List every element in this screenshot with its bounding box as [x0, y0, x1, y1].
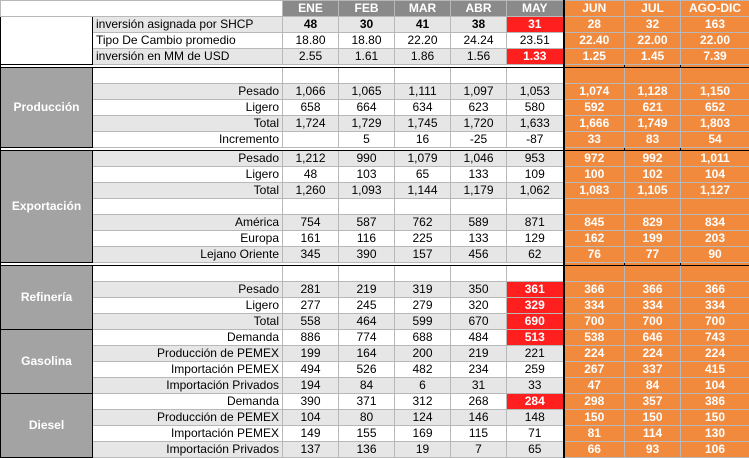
row-label: Producción de PEMEX — [93, 410, 283, 426]
table-row — [1, 116, 749, 132]
table-cell: 623 — [451, 100, 507, 116]
table-row — [1, 167, 749, 183]
row-label: Importación Privados — [93, 442, 283, 458]
forecast-cell: 7.39 — [681, 49, 749, 65]
row-label: Importación PEMEX — [93, 362, 283, 378]
table-cell: 48 — [283, 17, 339, 33]
table-cell: 149 — [283, 426, 339, 442]
table-cell-alert: 361 — [507, 282, 564, 298]
table-row — [1, 314, 749, 330]
row-label: Europa — [93, 231, 283, 247]
table-cell: 133 — [451, 167, 507, 183]
table-cell: -25 — [451, 132, 507, 148]
row-label: Pesado — [93, 282, 283, 298]
row-label: Importación Privados — [93, 378, 283, 394]
forecast-cell: 90 — [681, 247, 749, 263]
row-label: Ligero — [93, 100, 283, 116]
col-header-abr: ABR — [451, 1, 507, 17]
table-cell: 754 — [283, 215, 339, 231]
table-row — [1, 247, 749, 263]
table-cell: 146 — [451, 410, 507, 426]
table-cell: 30 — [339, 17, 395, 33]
table-row — [1, 215, 749, 231]
table-cell: 762 — [395, 215, 451, 231]
table-cell: 1,065 — [339, 84, 395, 100]
forecast-cell: 829 — [625, 215, 681, 231]
table-cell: 1,053 — [507, 84, 564, 100]
forecast-cell: 1,803 — [681, 116, 749, 132]
table-cell: 41 — [395, 17, 451, 33]
table-cell: 1,724 — [283, 116, 339, 132]
table-cell: 1,144 — [395, 183, 451, 199]
forecast-cell: 104 — [681, 167, 749, 183]
table-cell: 103 — [339, 167, 395, 183]
forecast-cell: 366 — [625, 282, 681, 298]
forecast-cell: 366 — [564, 282, 625, 298]
table-cell: 5 — [339, 132, 395, 148]
forecast-cell: 150 — [625, 410, 681, 426]
table-cell: 1,093 — [339, 183, 395, 199]
table-cell: 133 — [451, 231, 507, 247]
table-cell: 225 — [395, 231, 451, 247]
forecast-cell: 76 — [564, 247, 625, 263]
row-label: Tipo De Cambio promedio — [93, 33, 283, 49]
table-cell: 18.80 — [283, 33, 339, 49]
table-cell: 62 — [507, 247, 564, 263]
forecast-cell: 81 — [564, 426, 625, 442]
table-cell: 1,079 — [395, 151, 451, 167]
table-cell: 221 — [507, 346, 564, 362]
table-cell: 1.86 — [395, 49, 451, 65]
table-row — [1, 298, 749, 314]
table-cell: 200 — [395, 346, 451, 362]
table-cell: 148 — [507, 410, 564, 426]
table-cell: 7 — [451, 442, 507, 458]
section-title-exportacion: Exportación — [1, 151, 93, 263]
row-label: Demanda — [93, 394, 283, 410]
table-cell: 234 — [451, 362, 507, 378]
table-cell: 580 — [507, 100, 564, 116]
forecast-cell: 366 — [681, 282, 749, 298]
table-cell: -87 — [507, 132, 564, 148]
table-cell: 1.61 — [339, 49, 395, 65]
forecast-cell: 646 — [625, 330, 681, 346]
table-cell: 24.24 — [451, 33, 507, 49]
row-label: Lejano Oriente — [93, 247, 283, 263]
table-cell: 2.55 — [283, 49, 339, 65]
table-cell-alert: 513 — [507, 330, 564, 346]
forecast-cell: 93 — [625, 442, 681, 458]
table-row — [1, 442, 749, 458]
table-cell: 23.51 — [507, 33, 564, 49]
col-header-may: MAY — [507, 1, 564, 17]
forecast-cell: 700 — [681, 314, 749, 330]
forecast-cell: 592 — [564, 100, 625, 116]
forecast-cell: 84 — [625, 378, 681, 394]
table-cell: 1,097 — [451, 84, 507, 100]
table-cell: 1,066 — [283, 84, 339, 100]
forecast-cell: 150 — [681, 410, 749, 426]
forecast-cell: 54 — [681, 132, 749, 148]
table-cell: 664 — [339, 100, 395, 116]
section-title-produccion: Producción — [1, 68, 93, 148]
col-header-feb: FEB — [339, 1, 395, 17]
forecast-cell: 652 — [681, 100, 749, 116]
table-cell: 886 — [283, 330, 339, 346]
table-cell: 1.56 — [451, 49, 507, 65]
section-title-gasolina: Gasolina — [1, 330, 93, 394]
table-cell: 109 — [507, 167, 564, 183]
table-cell: 589 — [451, 215, 507, 231]
row-label: Pesado — [93, 151, 283, 167]
table-row — [1, 151, 749, 167]
forecast-cell: 1,666 — [564, 116, 625, 132]
table-cell: 464 — [339, 314, 395, 330]
table-cell: 319 — [395, 282, 451, 298]
header-corner — [1, 1, 283, 17]
table-cell: 268 — [451, 394, 507, 410]
table-cell: 1,046 — [451, 151, 507, 167]
table-cell: 38 — [451, 17, 507, 33]
table-row — [1, 17, 749, 33]
forecast-cell: 203 — [681, 231, 749, 247]
forecast-cell: 298 — [564, 394, 625, 410]
table-cell: 6 — [395, 378, 451, 394]
table-cell-alert: 31 — [507, 17, 564, 33]
row-label: América — [93, 215, 283, 231]
row-label: Total — [93, 183, 283, 199]
table-cell: 371 — [339, 394, 395, 410]
row-label: Ligero — [93, 298, 283, 314]
forecast-cell: 267 — [564, 362, 625, 378]
forecast-cell: 100 — [564, 167, 625, 183]
table-row — [1, 426, 749, 442]
header-row — [1, 1, 749, 17]
table-cell: 774 — [339, 330, 395, 346]
row-label: Ligero — [93, 167, 283, 183]
table-cell: 115 — [451, 426, 507, 442]
table-cell: 245 — [339, 298, 395, 314]
row-label: Total — [93, 314, 283, 330]
col-header-mar: MAR — [395, 1, 451, 17]
table-cell: 587 — [339, 215, 395, 231]
table-cell: 219 — [339, 282, 395, 298]
forecast-cell: 163 — [681, 17, 749, 33]
table-cell: 16 — [395, 132, 451, 148]
top-block-spacer — [1, 17, 93, 65]
table-cell: 155 — [339, 426, 395, 442]
forecast-cell: 415 — [681, 362, 749, 378]
table-cell-alert: 329 — [507, 298, 564, 314]
table-cell: 1,179 — [451, 183, 507, 199]
table-cell: 1,111 — [395, 84, 451, 100]
table-cell: 124 — [395, 410, 451, 426]
row-label: inversión asignada por SHCP — [93, 17, 283, 33]
table-cell: 22.20 — [395, 33, 451, 49]
table-cell: 456 — [451, 247, 507, 263]
forecast-cell: 337 — [625, 362, 681, 378]
forecast-cell: 102 — [625, 167, 681, 183]
forecast-cell: 992 — [625, 151, 681, 167]
table-cell: 279 — [395, 298, 451, 314]
table-row — [1, 49, 749, 65]
table-cell: 1,745 — [395, 116, 451, 132]
table-row-blank — [1, 266, 749, 282]
table-cell: 1,212 — [283, 151, 339, 167]
table-cell: 219 — [451, 346, 507, 362]
table-cell: 161 — [283, 231, 339, 247]
forecast-cell: 621 — [625, 100, 681, 116]
row-label: Pesado — [93, 84, 283, 100]
table-cell: 871 — [507, 215, 564, 231]
forecast-cell: 1,749 — [625, 116, 681, 132]
table-cell: 350 — [451, 282, 507, 298]
table-cell-alert: 284 — [507, 394, 564, 410]
table-cell: 494 — [283, 362, 339, 378]
table-cell: 345 — [283, 247, 339, 263]
table-row — [1, 346, 749, 362]
table-cell: 526 — [339, 362, 395, 378]
table-cell: 116 — [339, 231, 395, 247]
col-header-ene: ENE — [283, 1, 339, 17]
table-cell: 194 — [283, 378, 339, 394]
forecast-cell: 47 — [564, 378, 625, 394]
table-row — [1, 410, 749, 426]
table-cell: 1,729 — [339, 116, 395, 132]
table-cell: 65 — [395, 167, 451, 183]
col-header-ago-dic: AGO-DIC — [681, 1, 749, 17]
table-cell: 688 — [395, 330, 451, 346]
table-row — [1, 100, 749, 116]
forecast-cell: 199 — [625, 231, 681, 247]
col-header-jul: JUL — [625, 1, 681, 17]
forecast-cell: 700 — [564, 314, 625, 330]
forecast-cell: 162 — [564, 231, 625, 247]
table-row — [1, 394, 749, 410]
table-cell: 558 — [283, 314, 339, 330]
table-row — [1, 378, 749, 394]
forecast-cell: 1.45 — [625, 49, 681, 65]
row-label: inversión en MM de USD — [93, 49, 283, 65]
table-cell: 199 — [283, 346, 339, 362]
table-cell: 104 — [283, 410, 339, 426]
row-label: Importación PEMEX — [93, 426, 283, 442]
table-cell: 48 — [283, 167, 339, 183]
forecast-cell: 700 — [625, 314, 681, 330]
table-row-blank — [1, 199, 749, 215]
table-cell: 320 — [451, 298, 507, 314]
forecast-cell: 106 — [681, 442, 749, 458]
forecast-cell: 28 — [564, 17, 625, 33]
forecast-cell: 114 — [625, 426, 681, 442]
table-cell: 953 — [507, 151, 564, 167]
table-cell: 281 — [283, 282, 339, 298]
forecast-cell: 224 — [564, 346, 625, 362]
forecast-cell: 66 — [564, 442, 625, 458]
forecast-cell: 224 — [681, 346, 749, 362]
forecast-cell: 104 — [681, 378, 749, 394]
table-cell: 157 — [395, 247, 451, 263]
forecast-cell: 224 — [625, 346, 681, 362]
forecast-cell: 357 — [625, 394, 681, 410]
forecast-cell: 22.00 — [625, 33, 681, 49]
section-title-refineria: Refinería — [1, 266, 93, 330]
row-label: Incremento — [93, 132, 283, 148]
section-title-diesel: Diesel — [1, 394, 93, 458]
table-cell-alert: 1.33 — [507, 49, 564, 65]
forecast-cell: 1,011 — [681, 151, 749, 167]
table-cell: 1,720 — [451, 116, 507, 132]
forecast-cell: 972 — [564, 151, 625, 167]
table-cell: 599 — [395, 314, 451, 330]
col-header-jun: JUN — [564, 1, 625, 17]
forecast-cell: 334 — [625, 298, 681, 314]
table-cell: 65 — [507, 442, 564, 458]
row-label: Producción de PEMEX — [93, 346, 283, 362]
forecast-cell: 150 — [564, 410, 625, 426]
table-cell: 1,633 — [507, 116, 564, 132]
table-cell: 277 — [283, 298, 339, 314]
table-cell: 71 — [507, 426, 564, 442]
forecast-cell: 1,074 — [564, 84, 625, 100]
table-cell: 1,260 — [283, 183, 339, 199]
table-row — [1, 68, 749, 84]
forecast-cell: 386 — [681, 394, 749, 410]
table-cell: 33 — [507, 378, 564, 394]
row-label — [93, 68, 283, 84]
table-cell: 259 — [507, 362, 564, 378]
table-cell: 990 — [339, 151, 395, 167]
table-cell: 484 — [451, 330, 507, 346]
table-cell-alert: 690 — [507, 314, 564, 330]
forecast-cell: 1,083 — [564, 183, 625, 199]
table-cell: 19 — [395, 442, 451, 458]
table-row — [1, 231, 749, 247]
forecast-cell: 1,105 — [625, 183, 681, 199]
table-row — [1, 33, 749, 49]
forecast-cell: 130 — [681, 426, 749, 442]
table-cell: 482 — [395, 362, 451, 378]
table-cell: 137 — [283, 442, 339, 458]
table-cell: 390 — [283, 394, 339, 410]
forecast-cell: 22.40 — [564, 33, 625, 49]
forecast-cell: 83 — [625, 132, 681, 148]
forecast-cell: 1,150 — [681, 84, 749, 100]
table-cell: 634 — [395, 100, 451, 116]
table-cell — [283, 132, 339, 148]
forecast-cell: 743 — [681, 330, 749, 346]
forecast-cell: 77 — [625, 247, 681, 263]
table-row — [1, 330, 749, 346]
table-cell: 164 — [339, 346, 395, 362]
table-cell: 136 — [339, 442, 395, 458]
forecast-cell: 22.00 — [681, 33, 749, 49]
table-cell: 18.80 — [339, 33, 395, 49]
table-cell: 390 — [339, 247, 395, 263]
table-cell: 670 — [451, 314, 507, 330]
forecast-cell: 334 — [681, 298, 749, 314]
table-cell: 312 — [395, 394, 451, 410]
table-cell: 84 — [339, 378, 395, 394]
forecast-cell: 334 — [564, 298, 625, 314]
forecast-cell: 1,128 — [625, 84, 681, 100]
forecast-cell: 538 — [564, 330, 625, 346]
table-cell: 31 — [451, 378, 507, 394]
table-row — [1, 282, 749, 298]
table-cell: 1,062 — [507, 183, 564, 199]
forecast-cell: 1,127 — [681, 183, 749, 199]
table-cell: 169 — [395, 426, 451, 442]
forecast-cell: 845 — [564, 215, 625, 231]
table-row — [1, 183, 749, 199]
forecast-cell: 834 — [681, 215, 749, 231]
table-row — [1, 132, 749, 148]
table-cell: 80 — [339, 410, 395, 426]
forecast-cell: 33 — [564, 132, 625, 148]
forecast-cell: 32 — [625, 17, 681, 33]
table-row — [1, 84, 749, 100]
table-cell: 129 — [507, 231, 564, 247]
table-row — [1, 362, 749, 378]
forecast-cell: 1.25 — [564, 49, 625, 65]
table-cell: 658 — [283, 100, 339, 116]
row-label: Demanda — [93, 330, 283, 346]
row-label: Total — [93, 116, 283, 132]
